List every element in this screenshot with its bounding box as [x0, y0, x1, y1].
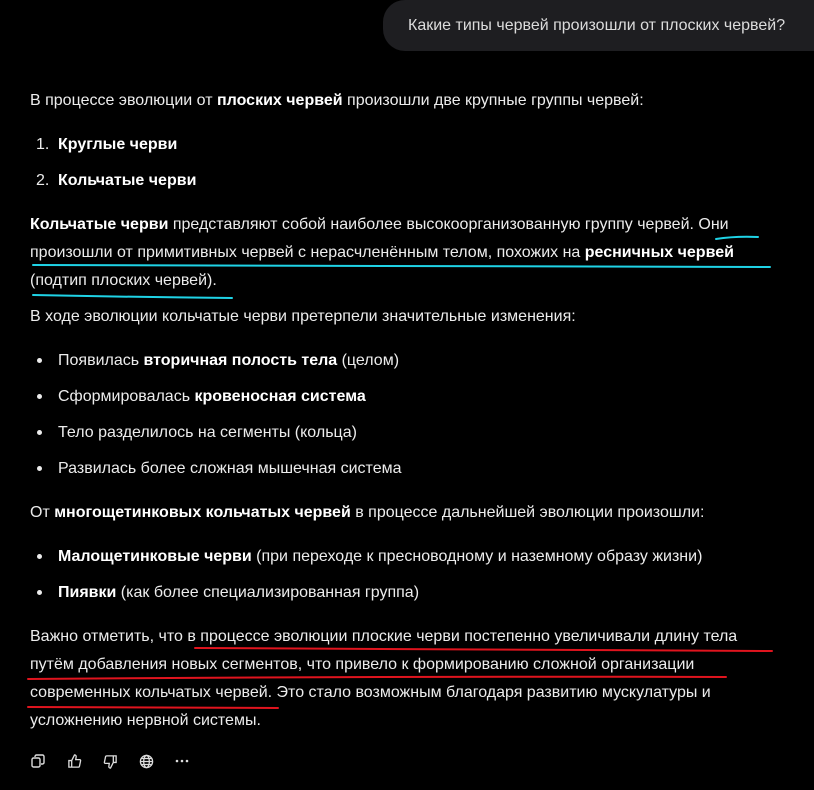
copy-button[interactable] — [28, 751, 48, 771]
changes-intro: В ходе эволюции кольчатые черви претерпели значительные изменения: — [30, 308, 576, 325]
user-message-text: Какие типы червей произошли от плоских червей? — [408, 16, 786, 34]
user-message-bubble — [383, 0, 814, 51]
thumbs-up-icon — [67, 754, 82, 769]
list-item: 2. Кольчатые черви — [36, 172, 197, 189]
more-options-button[interactable] — [172, 751, 192, 771]
cyan-underline — [33, 295, 232, 298]
list-item: Пиявки (как более специализированная группа) — [30, 579, 419, 607]
list-item: 1. Круглые черви — [36, 136, 178, 153]
thumbs-down-button[interactable] — [100, 751, 120, 771]
polychaete-paragraph: От многощетинковых кольчатых червей в процессе дальнейшей эволюции произошли: — [30, 504, 705, 521]
list-item: Появилась вторичная полость тела (целом) — [30, 347, 399, 375]
thumbs-down-icon — [103, 754, 118, 769]
list-item: Развилась более сложная мышечная система — [30, 455, 401, 483]
conclusion-paragraph: Важно отметить, что в процессе эволюции плоские черви постепенно увеличивали длину тела путём добавления новых сегментов, что привело к формированию сложной организации современных кольчатых червей. Это стало возможным благодаря развитию мускулатуры и усложнению нервной системы. — [30, 628, 738, 729]
web-search-button[interactable] — [136, 751, 156, 771]
thumbs-up-button[interactable] — [64, 751, 84, 771]
list-item: Малощетинковые черви (при переходе к пресноводному и наземному образу жизни) — [30, 543, 702, 571]
intro-paragraph: В процессе эволюции от плоских червей произошли две крупные группы червей: — [30, 92, 644, 109]
globe-icon — [139, 754, 154, 769]
copy-icon — [31, 754, 45, 768]
more-icon — [175, 759, 189, 763]
list-item: Тело разделилось на сегменты (кольца) — [30, 419, 357, 447]
message-actions — [28, 751, 192, 771]
list-item: Сформировалась кровеносная система — [30, 383, 366, 411]
annelids-paragraph: Кольчатые черви представляют собой наиболее высокоорганизованную группу червей. Они произошли от примитивных червей с нерасчленённым телом, похожих на ресничных червей (подтип плоских червей). — [30, 216, 734, 289]
